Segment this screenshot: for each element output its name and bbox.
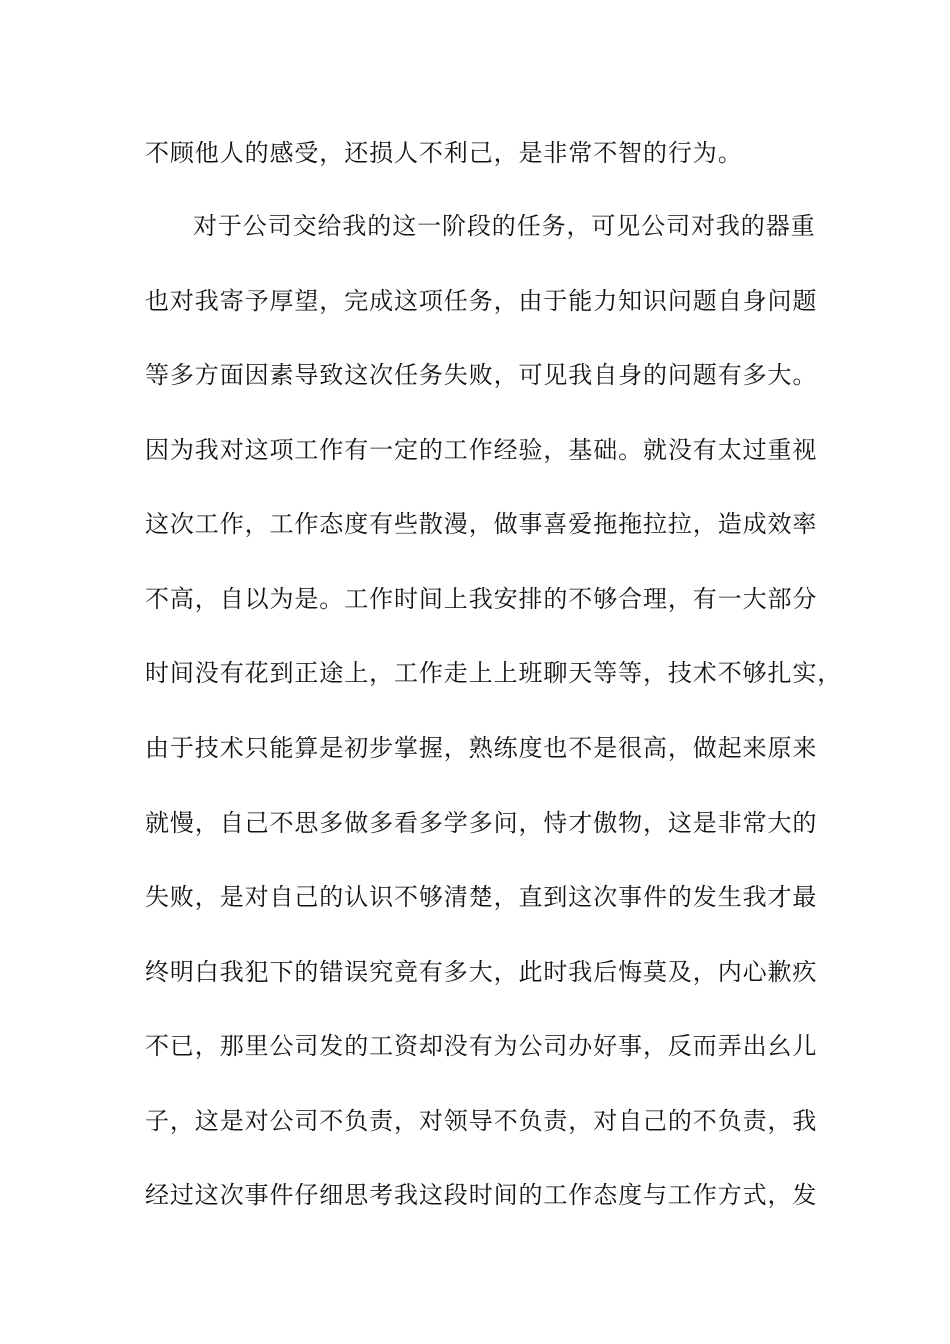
text-line: 不已，那里公司发的工资却没有为公司办好事，反而弄出幺儿 bbox=[145, 1032, 818, 1060]
text-line: 时间没有花到正途上，工作走上上班聊天等等，技术不够扎实， bbox=[145, 659, 843, 687]
text-line: 不高，自以为是。工作时间上我安排的不够合理，有一大部分 bbox=[145, 585, 818, 613]
text-line: 由于技术只能算是初步掌握，熟练度也不是很高，做起来原来 bbox=[145, 734, 818, 762]
text-line: 失败，是对自己的认识不够清楚，直到这次事件的发生我才最 bbox=[145, 883, 818, 911]
text-line: 子，这是对公司不负责，对领导不负责，对自己的不负责，我 bbox=[145, 1107, 818, 1135]
text-line: 就慢，自己不思多做多看多学多问，恃才傲物，这是非常大的 bbox=[145, 809, 818, 837]
text-line: 不顾他人的感受，还损人不利己，是非常不智的行为。 bbox=[145, 139, 743, 167]
text-line: 因为我对这项工作有一定的工作经验，基础。就没有太过重视 bbox=[145, 436, 818, 464]
text-line: 这次工作，工作态度有些散漫，做事喜爱拖拖拉拉，造成效率 bbox=[145, 510, 818, 538]
text-line: 也对我寄予厚望，完成这项任务，由于能力知识问题自身问题 bbox=[145, 287, 818, 315]
text-line: 经过这次事件仔细思考我这段时间的工作态度与工作方式，发 bbox=[145, 1181, 818, 1209]
paragraph-first-line: 对于公司交给我的这一阶段的任务，可见公司对我的器重 bbox=[193, 212, 816, 240]
text-line: 等多方面因素导致这次任务失败，可见我自身的问题有多大。 bbox=[145, 361, 818, 389]
text-line: 终明白我犯下的错误究竟有多大，此时我后悔莫及，内心歉疚 bbox=[145, 958, 818, 986]
